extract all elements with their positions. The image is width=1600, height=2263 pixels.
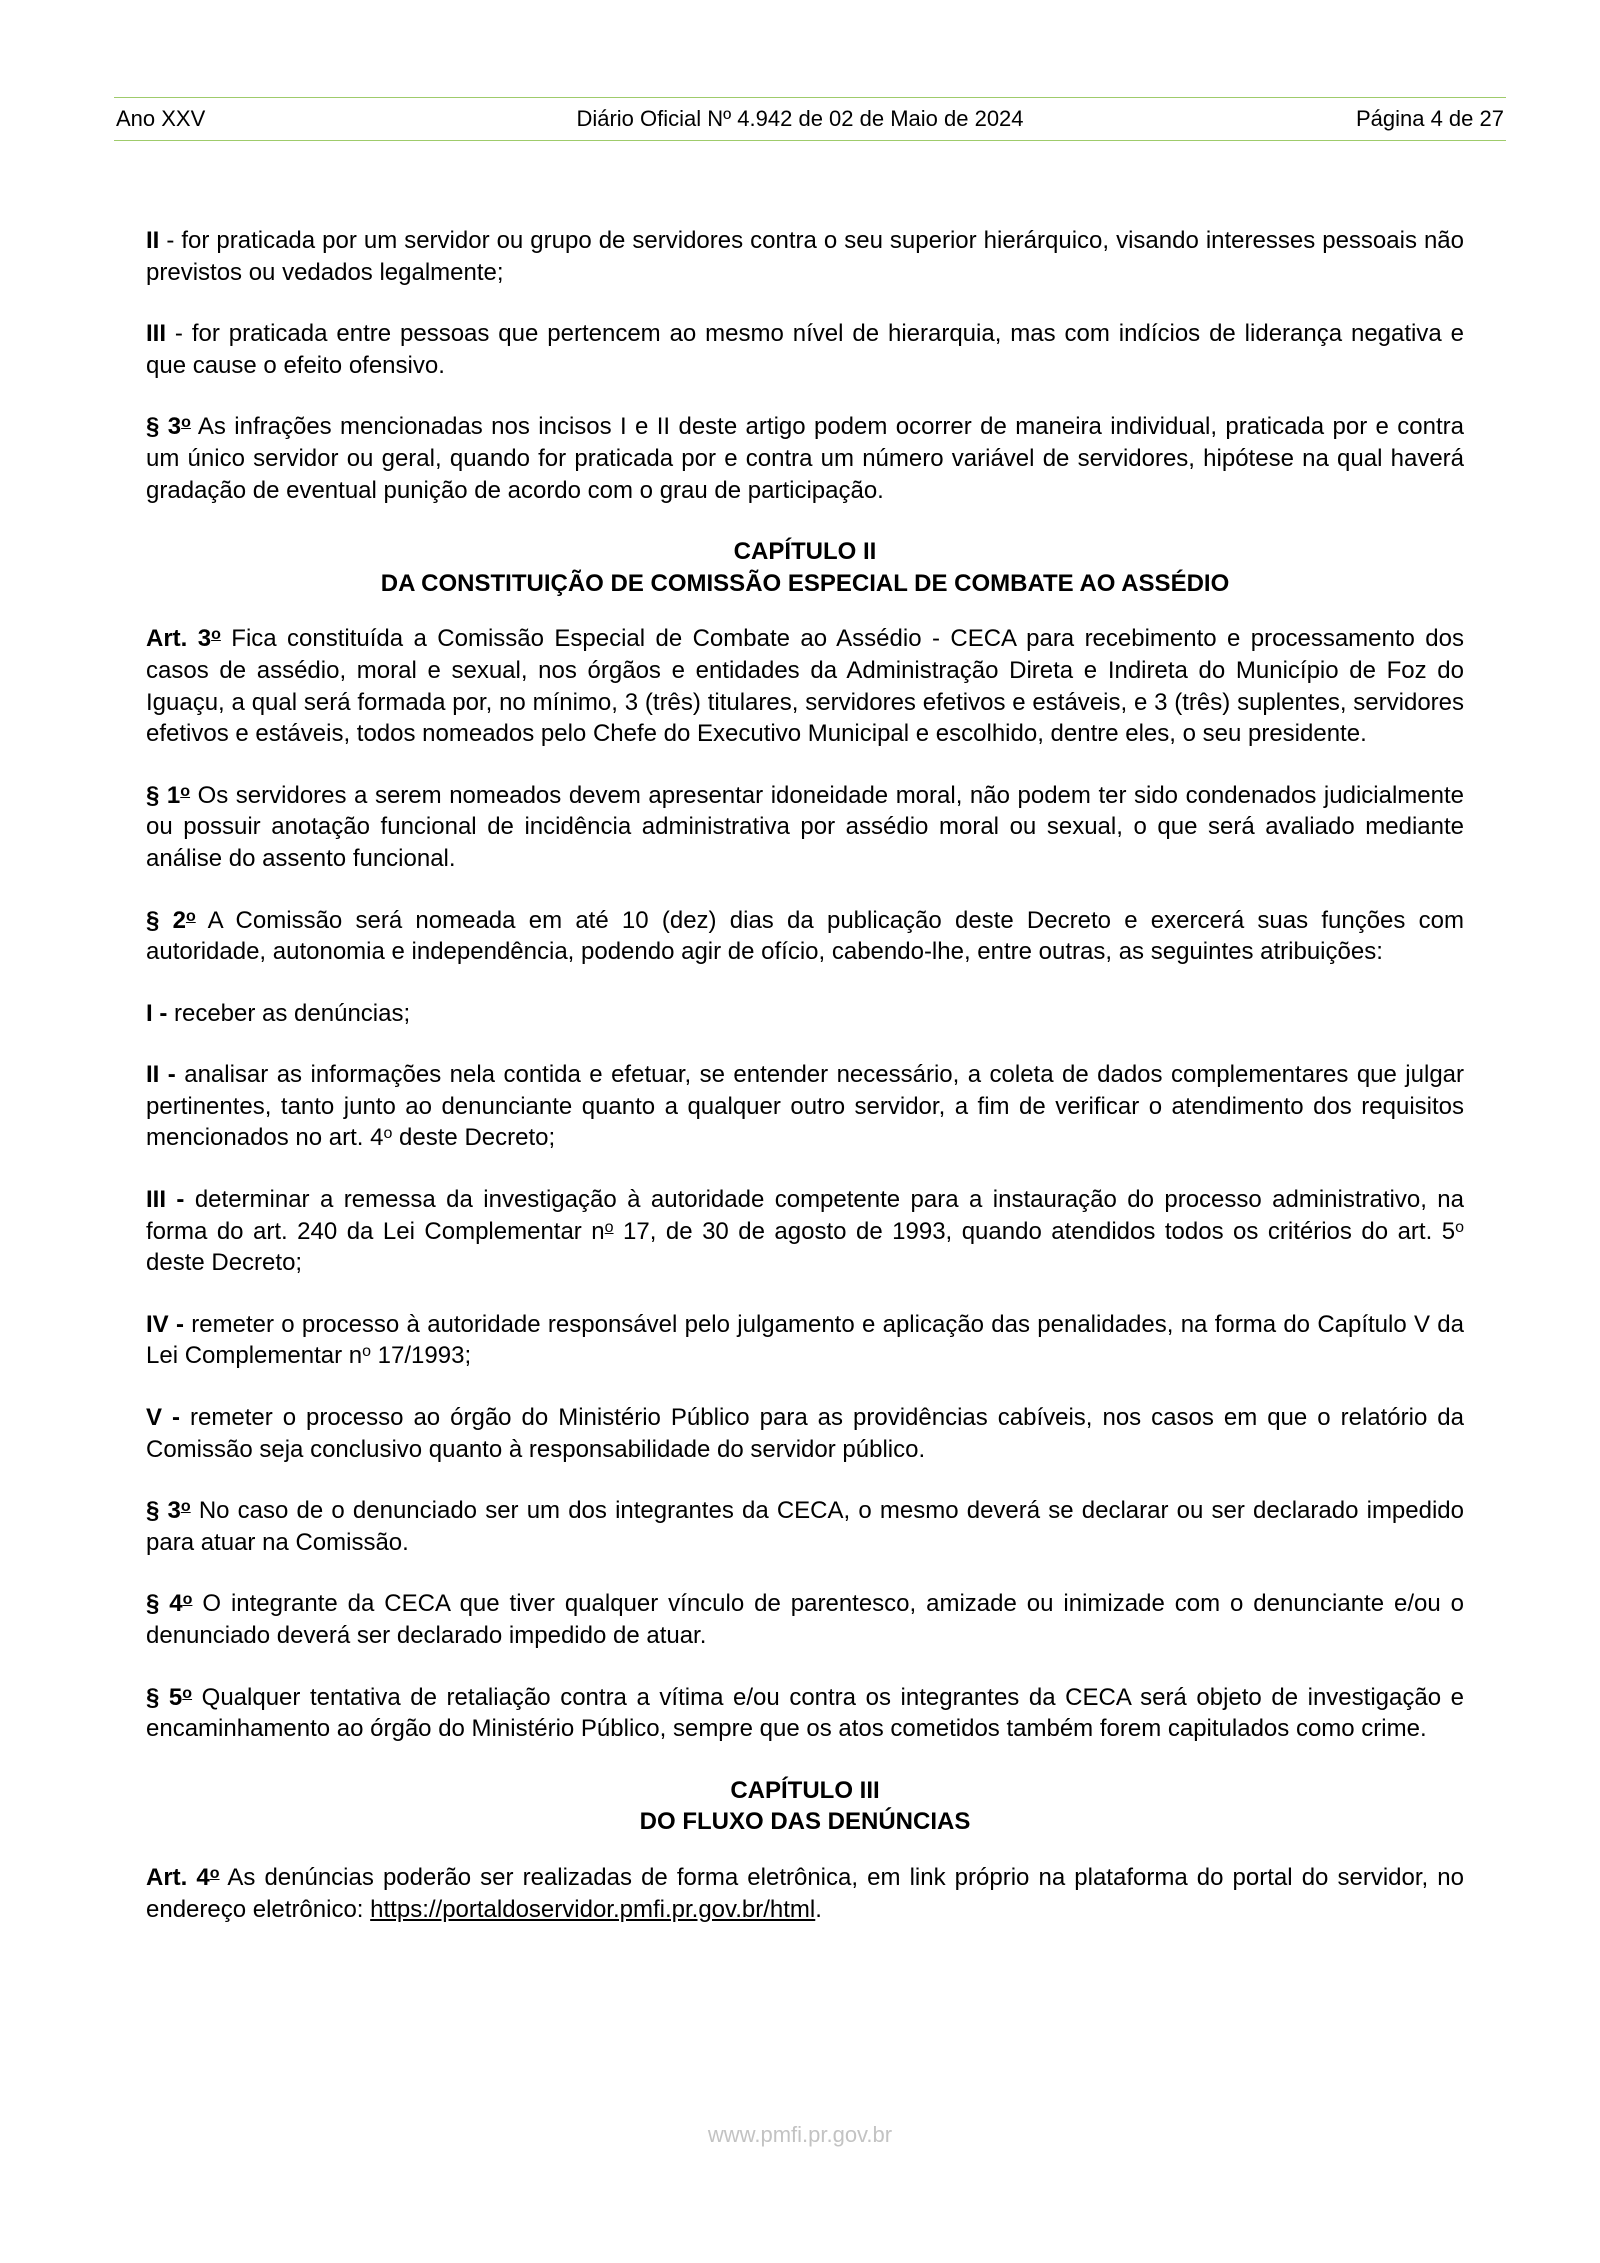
attribution-inciso-i	[146, 998, 1464, 1030]
section-label: § 3$^o$	[146, 413, 191, 441]
inciso-label: II	[146, 227, 160, 254]
inciso-text: remeter o processo à autoridade responsável pelo julgamento e aplicação das penalidades, na forma do Capítulo V da Lei Complementar n	[146, 1310, 1464, 1370]
section-text: Os servidores a serem nomeados devem apresentar idoneidade moral, não podem ter sido condenados judicialmente ou possuir anotação funcional de incidência administrativa por assédio moral ou sexual, o que será avaliado mediante análise do assento funcional.	[146, 781, 1464, 872]
inciso-text: receber as denúncias;	[167, 999, 411, 1027]
inciso-label: V -	[146, 1404, 181, 1432]
attribution-inciso-v	[146, 1402, 1464, 1465]
chapter-heading-iii	[146, 1775, 1464, 1838]
article-4: Art. 4$^o$ As denúncias poderão ser realizadas de forma eletrônica, em link próprio na plataforma do portal do servidor, no endereço eletrônico: https://portaldoservidor.pmfi.pr.gov.br/html.	[146, 1863, 1464, 1923]
document-body	[146, 225, 1464, 1955]
header-year: Ano XXV	[116, 106, 206, 131]
header-bottom-rule	[114, 140, 1506, 141]
article-text: As denúncias poderão ser realizadas de forma eletrônica, em link próprio na plataforma do portal do servidor, no endereço eletrônico:	[146, 1863, 1464, 1923]
section-text: As infrações mencionadas nos incisos I e II deste artigo podem ocorrer de maneira individual, praticada por e contra um único servidor ou geral, quando for praticada por e contra um número variável de servidores, hipótese na qual haverá gradação de eventual punição de acordo com o grau de participação.	[146, 413, 1464, 504]
article-3-section-5	[146, 1682, 1464, 1745]
article-3-section-3	[146, 1495, 1464, 1558]
inciso-text: determinar a remessa da investigação à autoridade competente para a instauração do processo administrativo, na forma do art. 240 da Lei Complementar n	[146, 1186, 1464, 1245]
paragraph-inciso-ii	[146, 225, 1464, 288]
section-text: No caso de o denunciado ser um dos integrantes da CECA, o mesmo deverá se declarar ou ser declarado impedido para atuar na Comissão.	[146, 1497, 1465, 1556]
article-3-section-2	[146, 905, 1464, 968]
section-label: § 1$^o$	[146, 781, 191, 809]
portal-link[interactable]: https://portaldoservidor.pmfi.pr.gov.br/html	[370, 1895, 816, 1923]
header-top-rule	[114, 97, 1506, 98]
inciso-text: analisar as informações nela contida e efetuar, se entender necessário, a coleta de dados complementares que julgar pertinentes, tanto junto ao denunciante quanto a qualquer outro servidor, a fim de verificar o atendimento dos requisitos mencionados no art. 4	[146, 1061, 1465, 1152]
article-text: Fica constituída a Comissão Especial de Combate ao Assédio - CECA para recebimento e processamento dos casos de assédio, moral e sexual, nos órgãos e entidades da Administração Direta e Indireta do Município de Foz do Iguaçu, a qual será formada por, no mínimo, 3 (três) titulares, servidores efetivos e estáveis, e 3 (três) suplentes, servidores efetivos e estáveis, todos nomeados pelo Chefe do Executivo Municipal e escolhido, dentre eles, o seu presidente.	[146, 625, 1464, 748]
inciso-label: IV -	[146, 1310, 184, 1338]
article-label: Art. 3$^o$	[146, 625, 221, 653]
section-label: § 5$^o$	[146, 1683, 193, 1711]
inciso-text: - for praticada entre pessoas que pertencem ao mesmo nível de hierarquia, mas com indícios de liderança negativa e que cause o efeito ofensivo.	[146, 320, 1464, 379]
inciso-label: II -	[146, 1061, 176, 1089]
section-text: A Comissão será nomeada em até 10 (dez) dias da publicação deste Decreto e exercerá suas funções com autoridade, autonomia e independência, podendo agir de ofício, cabendo-lhe, entre outras, as seguintes atribuições:	[146, 906, 1464, 966]
chapter-title: CAPÍTULO II	[733, 538, 877, 566]
article-3	[146, 623, 1464, 749]
paragraph-section-3	[146, 411, 1464, 506]
article-3-section-4	[146, 1588, 1464, 1651]
inciso-text: remeter o processo ao órgão do Ministério Público para as providências cabíveis, nos casos em que o relatório da Comissão seja conclusivo quanto à responsabilidade do servidor público.	[146, 1404, 1465, 1463]
inciso-text: - for praticada por um servidor ou grupo de servidores contra o seu superior hierárquico, visando interesses pessoais não previstos ou vedados legalmente;	[146, 227, 1464, 286]
section-label: § 4$^o$	[146, 1590, 193, 1618]
header-page-number: Página 4 de 27	[1355, 106, 1504, 131]
footer-website[interactable]: www.pmfi.pr.gov.br	[707, 2122, 893, 2147]
inciso-label: III	[146, 320, 167, 348]
chapter-subtitle: DO FLUXO DAS DENÚNCIAS	[639, 1808, 971, 1836]
article-3-section-1	[146, 780, 1464, 875]
inciso-label: I -	[146, 999, 168, 1027]
chapter-subtitle: DA CONSTITUIÇÃO DE COMISSÃO ESPECIAL DE COMBATE AO ASSÉDIO	[380, 569, 1230, 597]
section-label: § 2$^o$	[146, 906, 196, 934]
attribution-inciso-iii: III - determinar a remessa da investigação à autoridade competente para a instauração do processo administrativo, na forma do art. 240 da Lei Complementar $n^o$ 17, de 30 de agosto de 1993, quando atendidos todos os critérios do art. 5$^o$ deste Decreto;	[146, 1186, 1464, 1277]
chapter-title: CAPÍTULO III	[730, 1776, 880, 1804]
attribution-inciso-iv: IV - remeter o processo à autoridade responsável pelo julgamento e aplicação das penalidades, na forma do Capítulo V da Lei Complementar $n^o$ 17/1993;	[146, 1310, 1464, 1370]
section-label: § 3$^o$	[146, 1497, 191, 1525]
section-text: Qualquer tentativa de retaliação contra a vítima e/ou contra os integrantes da CECA será objeto de investigação e encaminhamento ao órgão do Ministério Público, sempre que os atos cometidos também forem capitulados como crime.	[146, 1683, 1464, 1743]
header-edition: Diário Oficial Nº 4.942 de 02 de Maio de 2024	[576, 106, 1024, 131]
inciso-label: III -	[146, 1186, 185, 1214]
chapter-heading-ii	[146, 536, 1464, 599]
section-text: O integrante da CECA que tiver qualquer vínculo de parentesco, amizade ou inimizade com o denunciante e/ou o denunciado deverá ser declarado impedido de atuar.	[146, 1590, 1464, 1649]
paragraph-inciso-iii	[146, 318, 1464, 381]
attribution-inciso-ii: II - analisar as informações nela contida e efetuar, se entender necessário, a coleta de dados complementares que julgar pertinentes, tanto junto ao denunciante quanto a qualquer outro servidor, a fim de verificar o atendimento dos requisitos mencionados no art. 4$^o$ deste Decreto;	[146, 1061, 1465, 1152]
article-label: Art. 4$^o$	[146, 1863, 220, 1891]
